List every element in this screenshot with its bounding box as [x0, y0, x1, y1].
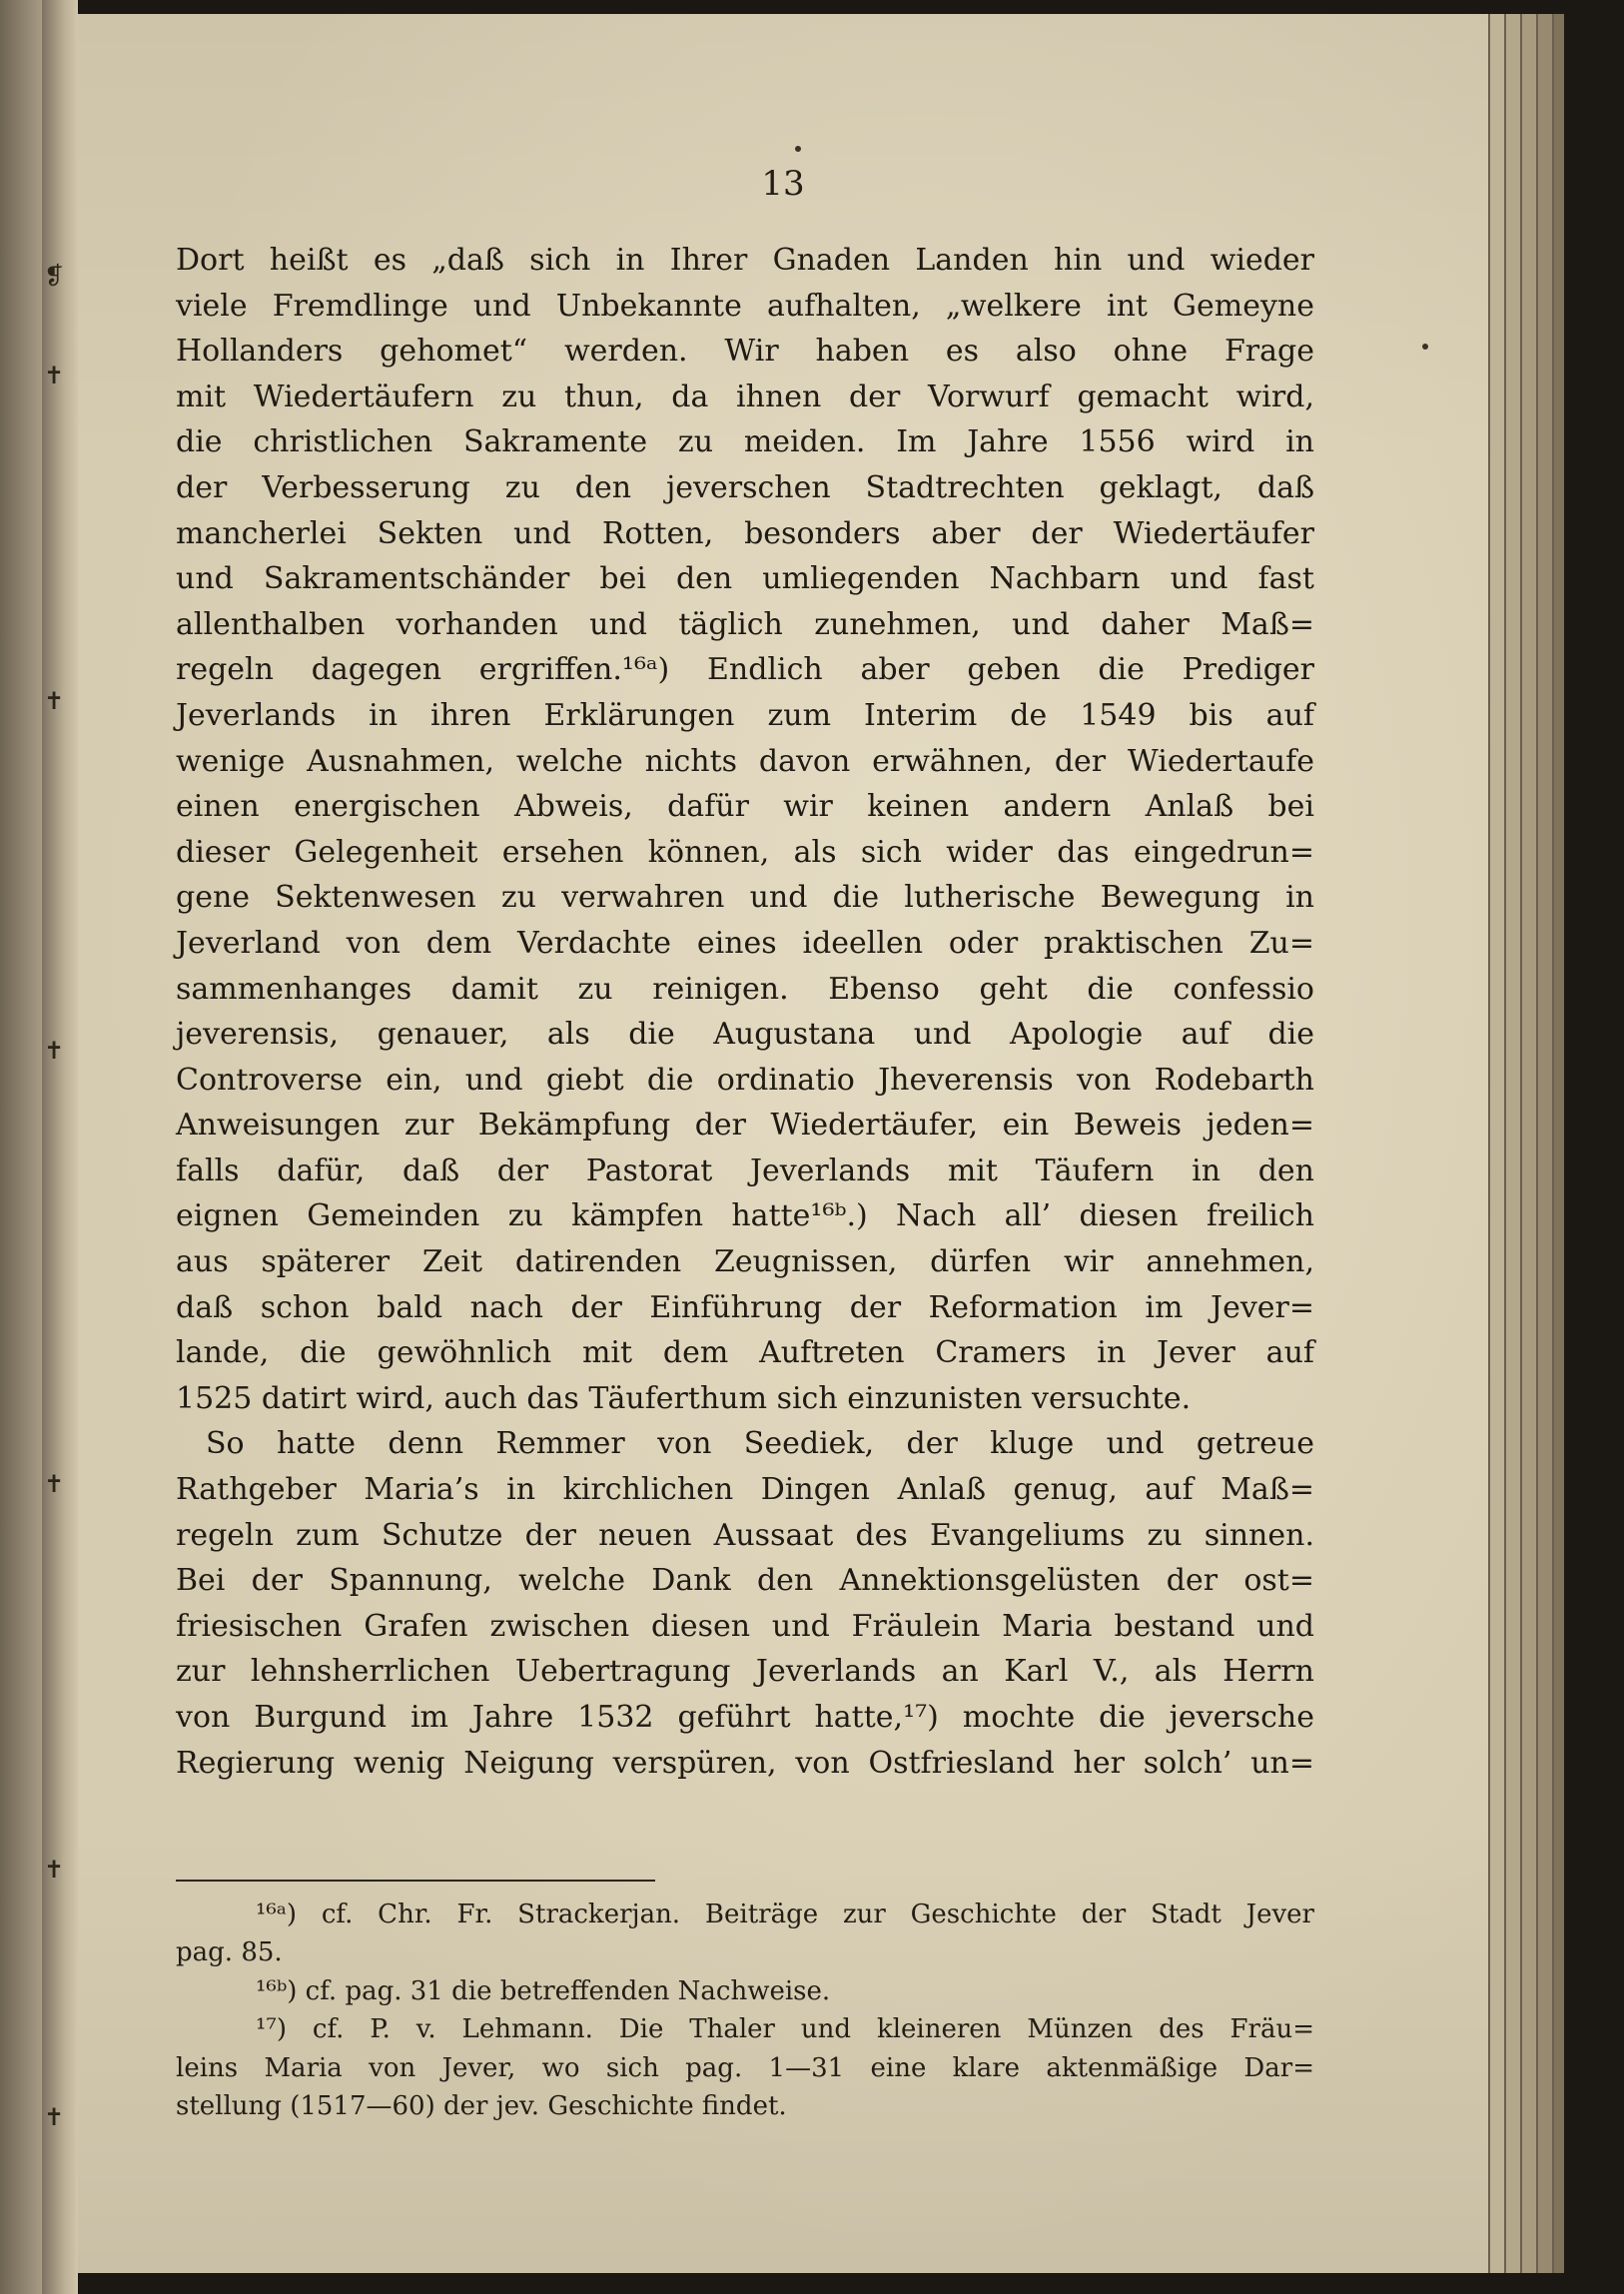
footnote-line: pag. 85.	[176, 1937, 283, 1968]
text-line: einen energischen Abweis, dafür wir keinen andern Anlaß bei	[176, 789, 1314, 825]
text-line: 1525 datirt wird, auch das Täuferthum sich einzunisten versuchte.	[176, 1380, 1192, 1416]
text-line: jeverensis, genauer, als die Augustana und Apologie auf die	[176, 1017, 1314, 1053]
text-line: friesischen Grafen zwischen diesen und Fräulein Maria bestand und	[176, 1608, 1314, 1644]
margin-mark: ✝	[44, 687, 65, 715]
margin-mark: ✝	[44, 1470, 65, 1498]
text-line: daß schon bald nach der Einführung der Reformation im Jever=	[176, 1289, 1314, 1325]
text-line: zur lehnsherrlichen Uebertragung Jeverlands an Karl V., als Herrn	[176, 1654, 1314, 1690]
ink-speck	[1422, 344, 1428, 350]
footnote-line: ¹⁶ᵃ) cf. Chr. Fr. Strackerjan. Beiträge zur Geschichte der Stadt Jever	[256, 1900, 1314, 1929]
text-line: von Burgund im Jahre 1532 geführt hatte,¹⁷) mochte die jeversche	[176, 1700, 1314, 1735]
text-line: gene Sektenwesen zu verwahren und die lutherische Bewegung in	[176, 880, 1314, 916]
text-line: Jeverland von dem Verdachte eines ideellen oder praktischen Zu=	[176, 925, 1314, 961]
text-line: aus späterer Zeit datirenden Zeugnissen, dürfen wir annehmen,	[176, 1244, 1314, 1280]
footnote-line: stellung (1517—60) der jev. Geschichte findet.	[176, 2090, 787, 2121]
text-line: Anweisungen zur Bekämpfung der Wiedertäufer, ein Beweis jeden=	[176, 1108, 1314, 1144]
ink-speck	[795, 146, 801, 152]
text-line: So hatte denn Remmer von Seediek, der kluge und getreue	[206, 1426, 1314, 1462]
margin-mark: ✝	[44, 1037, 65, 1065]
text-line: allenthalben vorhanden und täglich zunehmen, und daher Maß=	[176, 606, 1314, 642]
text-line: eignen Gemeinden zu kämpfen hatte¹⁶ᵇ.) Nach all’ diesen freilich	[176, 1198, 1314, 1234]
text-line: Jeverlands in ihren Erklärungen zum Interim de 1549 bis auf	[176, 697, 1314, 733]
page-number: 13	[761, 164, 805, 204]
footnote-line: leins Maria von Jever, wo sich pag. 1—31 eine klare aktenmäßige Dar=	[176, 2052, 1314, 2083]
text-line: mit Wiedertäufern zu thun, da ihnen der Vorwurf gemacht wird,	[176, 379, 1314, 414]
margin-mark: ✝	[44, 2103, 65, 2131]
margin-mark: ❡	[44, 262, 65, 290]
text-line: Hollanders gehomet“ werden. Wir haben es also ohne Frage	[176, 334, 1314, 370]
footnote-rule	[176, 1880, 655, 1882]
text-line: Bei der Spannung, welche Dank den Annektionsgelüsten der ost=	[176, 1563, 1314, 1599]
text-line: dieser Gelegenheit ersehen können, als sich wider das eingedrun=	[176, 834, 1314, 870]
text-line: und Sakramentschänder bei den umliegenden Nachbarn und fast	[176, 561, 1314, 597]
body-text	[176, 238, 1314, 1786]
page-stack-edge	[1520, 14, 1536, 2273]
text-line: regeln dagegen ergriffen.¹⁶ᵃ) Endlich aber geben die Prediger	[176, 652, 1314, 688]
previous-page-edge	[0, 0, 44, 2294]
text-line: sammenhanges damit zu reinigen. Ebenso geht die confessio	[176, 971, 1314, 1007]
text-line: der Verbesserung zu den jeverschen Stadtrechten geklagt, daß	[176, 469, 1314, 505]
text-line: wenige Ausnahmen, welche nichts davon erwähnen, der Wiedertaufe	[176, 743, 1314, 779]
page-stack-edge	[1504, 14, 1520, 2273]
footnote-line: ¹⁶ᵇ) cf. pag. 31 die betreffenden Nachweise.	[256, 1975, 831, 2006]
book-gutter	[42, 0, 78, 2294]
margin-mark: ✝	[44, 1856, 65, 1884]
footnote-line: ¹⁷) cf. P. v. Lehmann. Die Thaler und kleineren Münzen des Fräu=	[256, 2014, 1314, 2045]
text-line: Dort heißt es „daß sich in Ihrer Gnaden Landen hin und wieder	[176, 243, 1314, 278]
text-line: die christlichen Sakramente zu meiden. Im Jahre 1556 wird in	[176, 424, 1314, 460]
text-line: falls dafür, daß der Pastorat Jeverlands mit Täufern in den	[176, 1152, 1314, 1188]
page-stack-edge	[1536, 14, 1552, 2273]
text-line: lande, die gewöhnlich mit dem Auftreten Cramers in Jever auf	[176, 1335, 1314, 1371]
page-stack-edge	[1552, 14, 1564, 2273]
page-stack-edge	[1488, 14, 1504, 2273]
footnotes	[176, 1896, 1314, 2125]
margin-mark: ✝	[44, 362, 65, 389]
text-line: Controverse ein, und giebt die ordinatio Jheverensis von Rodebarth	[176, 1062, 1314, 1098]
text-line: regeln zum Schutze der neuen Aussaat des Evangeliums zu sinnen.	[176, 1517, 1314, 1553]
text-line: Regierung wenig Neigung verspüren, von Ostfriesland her solch’ un=	[176, 1745, 1314, 1781]
text-line: viele Fremdlinge und Unbekannte aufhalten, „welkere int Gemeyne	[176, 288, 1314, 324]
text-line: mancherlei Sekten und Rotten, besonders aber der Wiedertäufer	[176, 515, 1314, 551]
text-line: Rathgeber Maria’s in kirchlichen Dingen Anlaß genug, auf Maß=	[176, 1472, 1314, 1508]
